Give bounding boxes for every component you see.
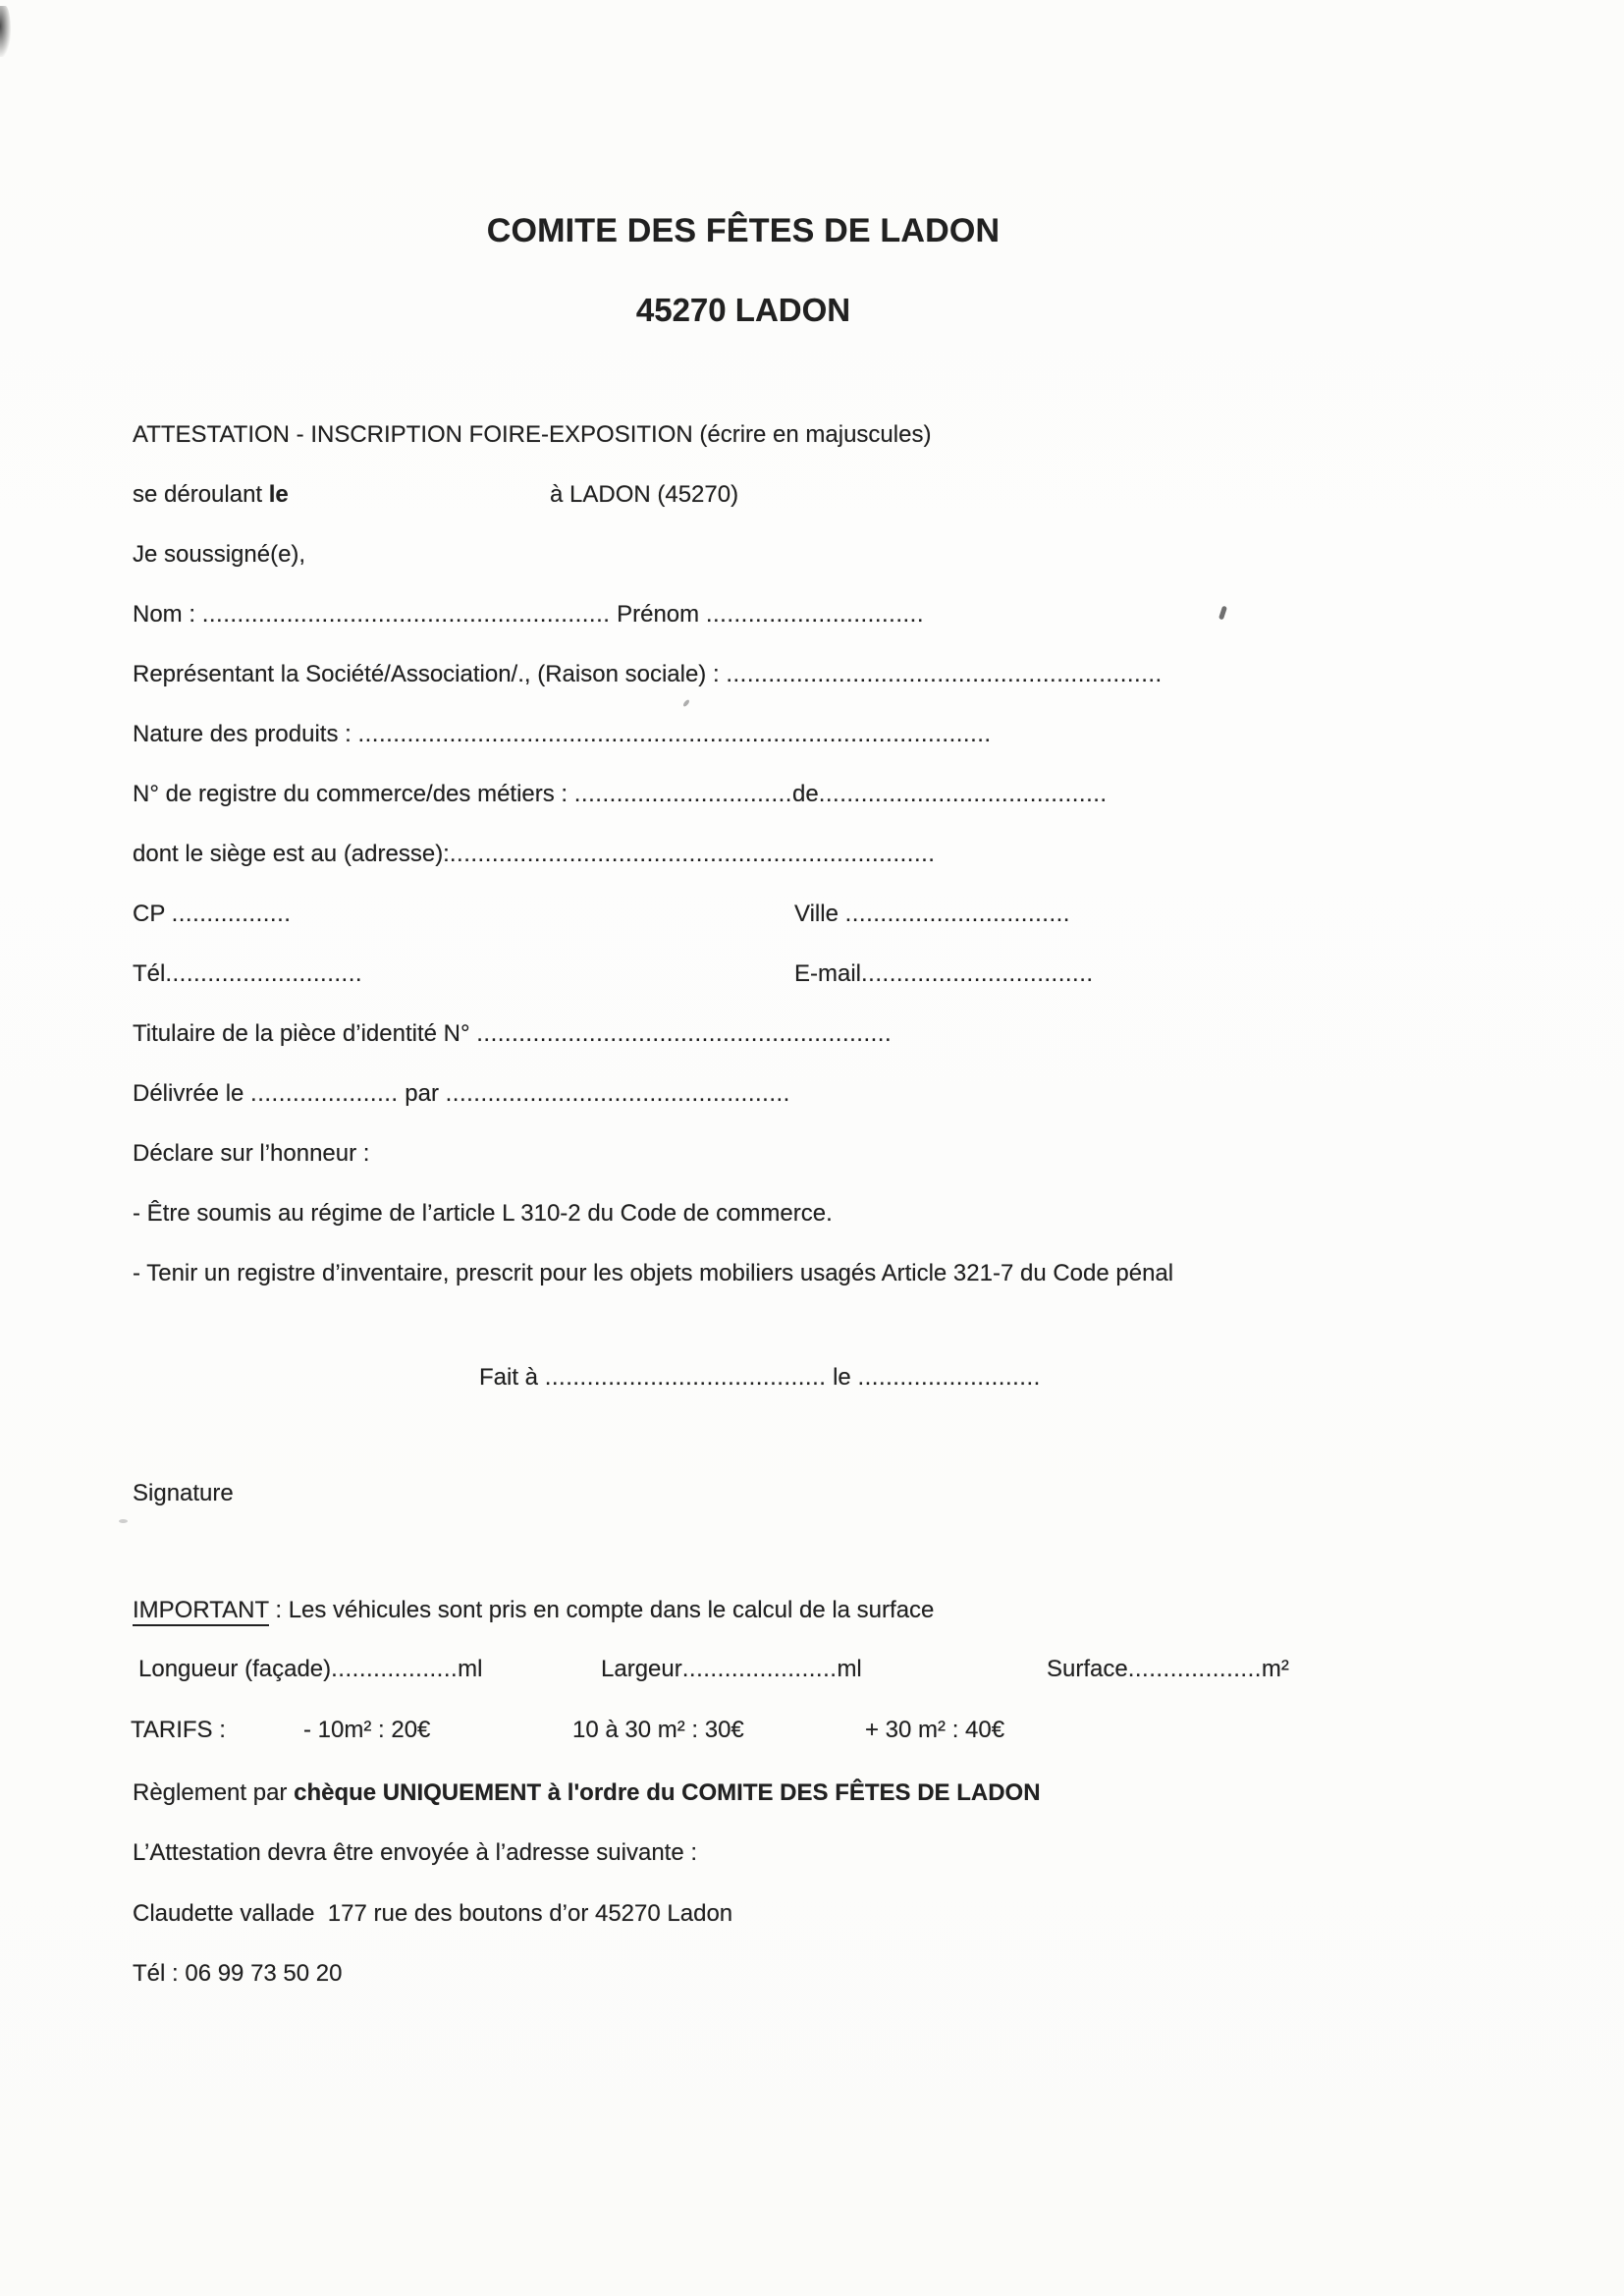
registry-label: N° de registre du commerce/des métiers : (133, 781, 574, 807)
firstname-label: Prénom (610, 601, 706, 628)
done-at-line (479, 1363, 1041, 1393)
done-at-place-field: ........................................ (544, 1364, 827, 1391)
postal-code-label: CP (133, 901, 172, 927)
lastname-field: .......................................................... (201, 601, 611, 628)
id-issued-line (133, 1079, 790, 1109)
done-at-label: Fait à (479, 1364, 545, 1391)
event-date-cell (133, 480, 550, 510)
lastname-label: Nom : (133, 601, 202, 628)
surface-label: Surface (1047, 1656, 1128, 1682)
registry-number-field: ............................... (573, 781, 792, 807)
length-field: .................. (331, 1656, 459, 1682)
length-cell (138, 1655, 601, 1684)
issued-date-field: ..................... (250, 1080, 399, 1107)
phone-email-line (133, 959, 1094, 989)
city-label: Ville (794, 901, 845, 927)
issued-date-label: Délivrée le (133, 1080, 251, 1107)
id-holder-label: Titulaire de la pièce d’identité N° (133, 1020, 477, 1047)
document-title: COMITE DES FÊTES DE LADON (486, 212, 1001, 249)
form-heading: ATTESTATION - INSCRIPTION FOIRE-EXPOSITION (écrire en majuscules) (133, 421, 932, 448)
payment-prefix: Règlement par (133, 1779, 295, 1806)
email-field: ................................. (861, 960, 1094, 987)
scan-speck (682, 699, 690, 708)
event-date-line (133, 480, 738, 510)
surface-unit: m² (1261, 1656, 1289, 1682)
phone-label: Tél (133, 960, 166, 987)
important-word: IMPORTANT (133, 1597, 269, 1626)
surface-cell (1047, 1655, 1289, 1684)
scan-tick-mark (1218, 606, 1227, 621)
declaration-heading: Déclare sur l’honneur : (133, 1140, 370, 1167)
products-line (133, 720, 992, 749)
postal-city-line (133, 900, 1070, 929)
done-at-date-field: .......................... (857, 1364, 1041, 1391)
company-label: Représentant la Société/Association/., (Raison sociale) : (133, 661, 727, 687)
phone-field: ............................ (165, 960, 363, 987)
registry-place-field: ......................................... (818, 781, 1108, 807)
registry-de-label: de (791, 781, 819, 807)
length-label: Longueur (façade) (138, 1656, 332, 1682)
width-cell (601, 1655, 1047, 1684)
document-subtitle: 45270 LADON (635, 292, 851, 328)
tariff-tier-3: + 30 m² : 40€ (865, 1717, 1005, 1743)
name-line (133, 600, 924, 629)
event-place: à LADON (45270) (550, 481, 739, 508)
city-field: ................................ (844, 901, 1070, 927)
products-label: Nature des produits : (133, 721, 358, 747)
company-line (133, 660, 1163, 689)
event-date-label: se déroulant (133, 481, 269, 508)
issued-by-field: ................................................. (445, 1080, 790, 1107)
width-label: Largeur (601, 1656, 682, 1682)
signature-label: Signature (133, 1480, 234, 1506)
head-office-field: ..................................................................... (449, 841, 936, 867)
width-field: ...................... (681, 1656, 838, 1682)
recipient-address: Claudette vallade 177 rue des boutons d’or 45270 Ladon (133, 1900, 733, 1927)
surface-field: ................... (1127, 1656, 1262, 1682)
contact-phone: Tél : 06 99 73 50 20 (133, 1960, 343, 1987)
declaration-item-2: - Tenir un registre d’inventaire, prescrit pour les objets mobiliers usagés Article 321-7 du Code pénal (133, 1260, 1174, 1286)
id-holder-line (133, 1019, 892, 1049)
id-number-field: ........................................................... (476, 1020, 893, 1047)
dimensions-line (138, 1655, 1289, 1684)
tariffs-label: TARIFS : (131, 1717, 226, 1743)
products-field: .......................................................................................... (357, 721, 992, 747)
length-unit: ml (458, 1656, 483, 1682)
issued-by-label: par (398, 1080, 446, 1107)
payment-order: chèque UNIQUEMENT à l'ordre du COMITE DES FÊTES DE LADON (294, 1779, 1041, 1806)
important-note (133, 1596, 934, 1625)
event-date-le: le (268, 481, 289, 508)
done-at-le-label: le (826, 1364, 858, 1391)
registry-line (133, 780, 1108, 809)
phone-cell (133, 959, 794, 989)
payment-line (133, 1778, 1041, 1808)
declaration-item-1: - Être soumis au régime de l’article L 310-2 du Code de commerce. (133, 1200, 833, 1227)
head-office-line (133, 840, 935, 869)
send-to-line: L’Attestation devra être envoyée à l’adresse suivante : (133, 1839, 698, 1866)
width-unit: ml (837, 1656, 862, 1682)
postal-code-field: ................. (171, 901, 292, 927)
scan-smudge (0, 6, 11, 57)
undersigned-line: Je soussigné(e), (133, 541, 306, 568)
company-field: .............................................................. (726, 661, 1163, 687)
email-label: E-mail (794, 960, 862, 987)
head-office-label: dont le siège est au (adresse): (133, 841, 450, 867)
scan-speck (119, 1519, 128, 1523)
important-text: : Les véhicules sont pris en compte dans le calcul de la surface (268, 1597, 935, 1623)
tariffs-line (131, 1716, 1004, 1745)
firstname-field: ............................... (705, 601, 925, 628)
tariff-tier-1: - 10m² : 20€ (303, 1717, 431, 1743)
postal-code-cell (133, 900, 794, 929)
tariff-tier-2: 10 à 30 m² : 30€ (572, 1717, 744, 1743)
